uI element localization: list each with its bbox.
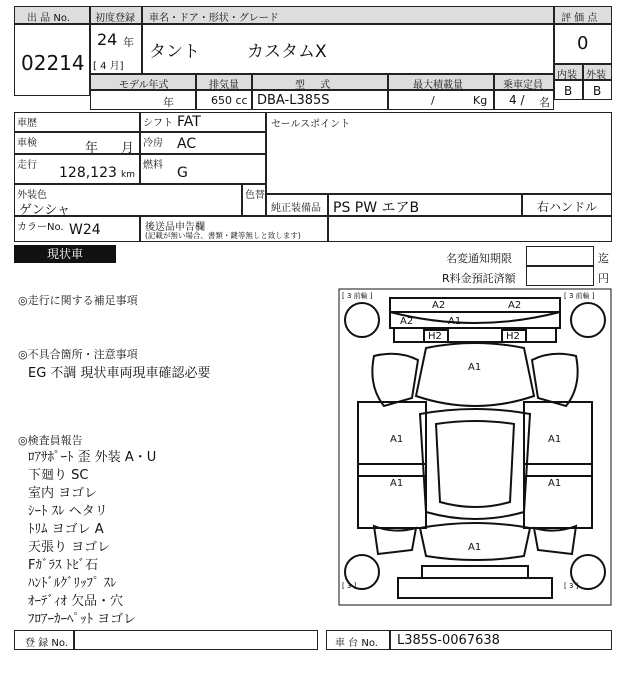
chassis-label-cell: [326, 630, 390, 650]
equipment-cell: [328, 194, 522, 216]
color-no: W24: [69, 222, 101, 238]
damage-diagram: [338, 288, 612, 606]
type-label-cell: [252, 74, 388, 90]
type-label: 型 式: [295, 80, 337, 91]
mark-bumper-left: A2: [432, 300, 446, 311]
inspector-item: ﾄﾘﾑ ヨゴレ A: [28, 522, 104, 537]
name-change-label: 名変通知期限: [446, 252, 512, 265]
displacement: 650 cc: [211, 94, 248, 107]
inspector-item: ﾌﾛｱｰｶｰﾍﾟｯﾄ ヨゴレ: [28, 612, 137, 627]
defect-item: EG 不調 現状車両現車確認必要: [28, 366, 211, 381]
fuel-label: 燃料: [143, 160, 163, 171]
selling-points-cell: [266, 112, 612, 194]
car-name-cell: [142, 24, 554, 74]
mileage-cell: [14, 154, 140, 184]
chassis-cell: [390, 630, 612, 650]
inspector-item: ﾛｱｻﾎﾟｰﾄ 歪 外装 A・U: [28, 450, 157, 465]
chassis-label: 車 台 No.: [335, 638, 378, 649]
tire-fl-label: [ 3 前輪 ]: [342, 292, 373, 300]
reg-no-cell: [74, 630, 318, 650]
mark-tailgate: A1: [468, 542, 482, 553]
steering: 右ハンドル: [537, 200, 598, 214]
model-year: 年: [163, 96, 174, 109]
front-bumper: [390, 298, 560, 312]
grade: カスタムX: [247, 42, 327, 62]
recycle-label: R料金預託済額: [442, 272, 516, 285]
mark-headlight-left: H2: [428, 331, 442, 342]
inspector-item: 下廻り SC: [28, 468, 89, 483]
tire-front-right-icon: [571, 303, 605, 337]
mark-rear-door-right: A1: [548, 478, 562, 489]
inspection-cell: [14, 132, 140, 154]
roof-panel: [436, 421, 514, 507]
mark-hood: A1: [468, 362, 482, 373]
inspector-report-title: ◎検査員報告: [18, 434, 83, 447]
interior-grade: B: [564, 84, 573, 98]
exterior-label: 外装: [586, 70, 606, 81]
max-load-label: 最大積載量: [413, 80, 463, 91]
mileage-label: 走行: [17, 160, 37, 171]
mark-bumper-right: A2: [508, 300, 522, 311]
aftermarket-cell: [140, 216, 328, 242]
displacement-label: 排気量: [209, 80, 239, 91]
recycle-unit: 円: [598, 272, 609, 285]
exterior-color-cell: [14, 184, 242, 216]
inspector-item: Fｶﾞﾗｽ ﾄﾋﾞ石: [28, 558, 99, 573]
aftermarket-value-cell: [328, 216, 612, 242]
shift-cell: [140, 112, 266, 132]
equipment-label: 純正装備品: [271, 203, 321, 214]
max-load-unit: Kg: [473, 94, 488, 107]
ac-cell: [140, 132, 266, 154]
color-change-label: 色替: [245, 190, 265, 201]
max-load: /: [431, 94, 435, 107]
type: DBA-L385S: [257, 93, 330, 108]
tire-fr-label: [ 3 前輪 ]: [564, 292, 595, 300]
capacity-label: 乗車定員: [503, 80, 543, 91]
name-change-unit: 迄: [598, 252, 609, 265]
rating: 0: [577, 33, 589, 54]
recycle-box: [526, 266, 594, 286]
diagram-border: [339, 289, 611, 605]
interior-label: 内装: [557, 70, 577, 81]
type-cell: [252, 90, 388, 110]
inspector-item: 室内 ヨゴレ: [28, 486, 98, 501]
lot-no-label: 出 品 No.: [27, 13, 70, 24]
mark-front-door-left: A1: [390, 434, 404, 445]
color-no-cell: [14, 216, 140, 242]
exterior-color-label: 外装色: [17, 190, 47, 201]
history-label: 車歴: [17, 118, 37, 129]
displacement-label-cell: [196, 74, 252, 90]
exterior-color: ゲンシャ: [19, 203, 71, 218]
lot-no-label-cell: [14, 6, 90, 24]
equipment-label-cell: [266, 194, 328, 216]
reg-no-label-cell: [14, 630, 74, 650]
exterior-label-cell: [583, 64, 612, 80]
interior-grade-cell: [554, 80, 583, 100]
interior-label-cell: [554, 64, 583, 80]
headlight-bar: [394, 328, 556, 342]
inspection-label: 車検: [17, 138, 37, 149]
tire-rr-label: [ 3 ]: [564, 582, 579, 590]
history-cell: [14, 112, 140, 132]
lot-no-cell: [14, 24, 90, 96]
capacity: 4 /: [509, 93, 525, 107]
exterior-grade-cell: [583, 80, 612, 100]
first-reg-cell: [90, 24, 142, 74]
rear-door-right: [524, 464, 592, 528]
rating-label-cell: [554, 6, 612, 24]
front-fender-right: [532, 354, 578, 406]
mark-grille-center: A1: [448, 316, 462, 327]
inspection-month: 月: [121, 141, 135, 156]
inspector-item: ｵｰﾃﾞｨｵ 欠品・穴: [28, 594, 124, 609]
tire-front-left-icon: [345, 303, 379, 337]
mark-rear-door-left: A1: [390, 478, 404, 489]
defects-title: ◎不具合箇所・注意事項: [18, 348, 138, 361]
front-fender-left: [372, 354, 418, 406]
fuel: G: [177, 165, 188, 181]
capacity-label-cell: [494, 74, 554, 90]
lot-no: 02214: [21, 51, 85, 75]
shift-label: シフト: [143, 118, 173, 129]
mileage: 128,123: [59, 165, 117, 181]
chassis-no: L385S-0067638: [397, 633, 500, 648]
exterior-grade: B: [593, 84, 602, 98]
first-reg-year: 24: [97, 30, 118, 49]
car-name: タント: [149, 42, 200, 62]
year-unit: 年: [123, 36, 134, 49]
tire-rl-label: [ 3 ]: [342, 582, 357, 590]
ac: AC: [177, 136, 197, 152]
hood: [416, 343, 534, 406]
rear-fender-left: [374, 526, 416, 554]
mark-grille-left: A2: [400, 316, 414, 327]
inspection-year: 年: [85, 141, 99, 156]
inspector-item: ｼｰﾄ ｽﾚ ヘタリ: [28, 504, 108, 519]
shift: FAT: [177, 114, 201, 130]
rear-fender-right: [534, 526, 576, 554]
car-name-label-cell: [142, 6, 554, 24]
first-reg-month: [ 4 月]: [93, 61, 124, 72]
max-load-cell: [388, 90, 494, 110]
color-no-label: カラーNo.: [17, 222, 64, 233]
inspector-item: 天張り ヨゴレ: [28, 540, 111, 555]
steering-cell: [522, 194, 612, 216]
name-change-box: [526, 246, 594, 266]
current-status-label: 現状車: [46, 247, 83, 261]
model-year-cell: [90, 90, 196, 110]
rating-label: 評 価 点: [561, 13, 598, 24]
mileage-unit: km: [121, 170, 135, 180]
capacity-cell: [494, 90, 554, 110]
inspector-item: ﾊﾝﾄﾞﾙｸﾞﾘｯﾌﾟ ｽﾚ: [28, 576, 117, 591]
selling-points-label: セールスポイント: [271, 119, 351, 130]
first-reg-label-cell: [90, 6, 142, 24]
capacity-unit: 名: [539, 96, 550, 109]
rear-door-left: [358, 464, 426, 528]
rating-cell: [554, 24, 612, 64]
front-bumper-curve: [390, 312, 560, 323]
model-year-label-cell: [90, 74, 196, 90]
mark-headlight-right: H2: [506, 331, 520, 342]
driving-notes-title: ◎走行に関する補足事項: [18, 294, 138, 307]
current-status-badge: [14, 245, 116, 263]
color-change-cell: [242, 184, 266, 216]
reg-no-label: 登 録 No.: [25, 638, 68, 649]
ac-label: 冷房: [143, 138, 163, 149]
first-reg-label: 初度登録: [95, 13, 135, 24]
rear-lamps: [422, 566, 528, 578]
car-name-label: 車名・ドア・形状・グレード: [149, 13, 279, 24]
fuel-cell: [140, 154, 266, 184]
model-year-label: モデル年式: [119, 80, 169, 91]
rear-bumper: [398, 578, 552, 598]
aftermarket-note: (記載が無い場合、書類・鍵等無しと致します): [145, 231, 301, 240]
displacement-cell: [196, 90, 252, 110]
max-load-label-cell: [388, 74, 494, 90]
equipment: PS PW エアB: [333, 200, 420, 216]
mark-front-door-right: A1: [548, 434, 562, 445]
grille: [390, 312, 560, 328]
aftermarket-label: 後送品申告欄: [145, 222, 205, 233]
